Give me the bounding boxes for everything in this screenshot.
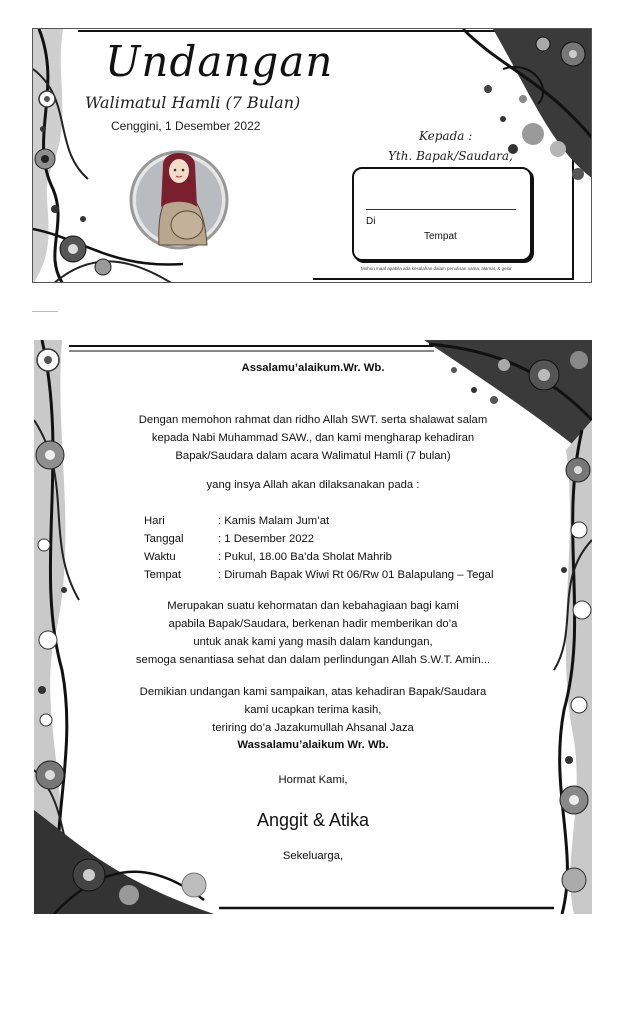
detail-row bbox=[144, 566, 493, 584]
address-di: Di bbox=[366, 216, 376, 227]
pregnant-woman-avatar bbox=[129, 145, 229, 255]
address-box bbox=[352, 167, 532, 261]
greeting: Assalamu’alaikum.Wr. Wb. bbox=[241, 362, 385, 374]
detail-label: Waktu bbox=[144, 551, 176, 563]
separator bbox=[32, 311, 58, 312]
detail-label: Tanggal bbox=[144, 533, 184, 545]
detail-row bbox=[144, 548, 493, 566]
intro-line: Dengan memohon rahmat dan ridho Allah SWT. serta shalawat salam bbox=[138, 414, 488, 426]
hope-line: apabila Bapak/Saudara, berkenan hadir memberikan do’a bbox=[168, 618, 458, 630]
letter-card bbox=[34, 340, 592, 914]
detail-value: : Kamis Malam Jum’at bbox=[218, 515, 330, 527]
hormat-kami: Hormat Kami, bbox=[278, 774, 348, 786]
salam-penutup: Wassalamu’alaikum Wr. Wb. bbox=[237, 739, 389, 751]
host-names: Anggit & Atika bbox=[256, 810, 370, 830]
detail-label: Tempat bbox=[144, 569, 182, 581]
detail-value: : 1 Desember 2022 bbox=[218, 533, 315, 545]
family-label: Sekeluarga, bbox=[282, 850, 344, 862]
closing-line: kami ucapkan terima kasih, bbox=[244, 704, 382, 716]
detail-row bbox=[144, 530, 493, 548]
closing-line: teriring do’a Jazakumullah Ahsanal Jaza bbox=[212, 722, 414, 734]
event-details bbox=[144, 512, 493, 584]
recipient-label: Yth. Bapak/Saudara, bbox=[388, 149, 513, 163]
closing-line: Demikian undangan kami sampaikan, atas kehadiran Bapak/Saudara bbox=[139, 686, 487, 698]
address-note: Mohon maaf apabila ada kesalahan dalam penulisan nama, alamat, & gelar bbox=[361, 266, 512, 271]
envelope-card bbox=[32, 28, 592, 283]
intro-line: Bapak/Saudara dalam acara Walimatul Hamli (7 bulan) bbox=[175, 450, 451, 462]
detail-value: : Dirumah Bapak Wiwi Rt 06/Rw 01 Balapulang – Tegal bbox=[218, 569, 494, 581]
to-label: Kepada : bbox=[419, 129, 473, 143]
hope-line: untuk anak kami yang masih dalam kandungan, bbox=[193, 636, 433, 648]
envelope-subtitle: Walimatul Hamli (7 Bulan) bbox=[85, 93, 301, 112]
location-date: Cenggini, 1 Desember 2022 bbox=[111, 119, 261, 133]
detail-value: : Pukul, 18.00 Ba’da Sholat Mahrib bbox=[218, 551, 392, 563]
envelope-title: Undangan bbox=[105, 37, 334, 86]
detail-label: Hari bbox=[144, 515, 165, 527]
address-tempat: Tempat bbox=[424, 231, 457, 242]
held-line: yang insya Allah akan dilaksanakan pada : bbox=[206, 479, 420, 491]
detail-row bbox=[144, 512, 493, 530]
hope-line: semoga senantiasa sehat dan dalam perlindungan Allah S.W.T. Amin... bbox=[135, 654, 491, 666]
hope-line: Merupakan suatu kehormatan dan kebahagiaan bagi kami bbox=[167, 600, 459, 612]
intro-line: kepada Nabi Muhammad SAW., dan kami mengharap kehadiran bbox=[151, 432, 475, 444]
address-line bbox=[366, 209, 516, 210]
